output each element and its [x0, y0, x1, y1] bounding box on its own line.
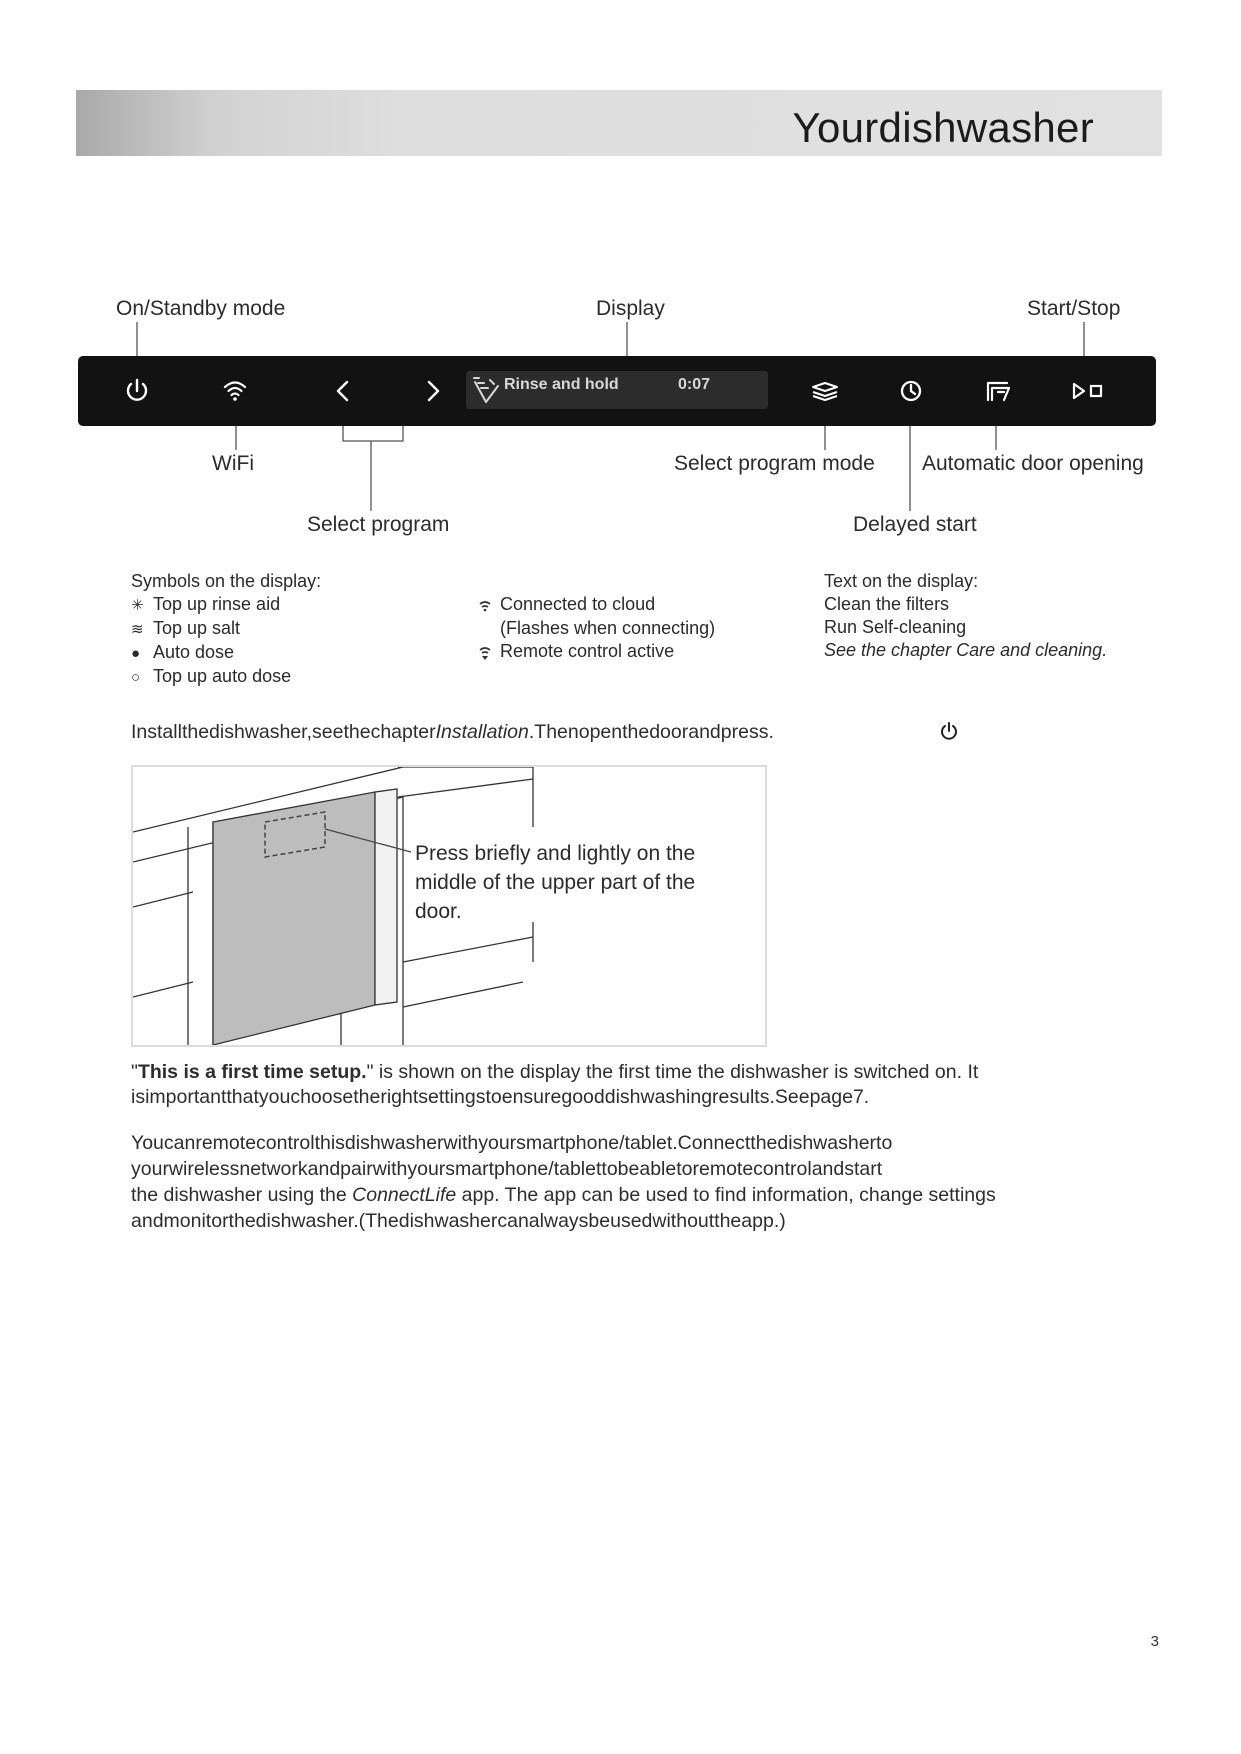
legend-item: [478, 640, 715, 664]
remote-text: the dishwasher using the: [131, 1184, 353, 1206]
quote-mark: ": [131, 1061, 138, 1083]
remote-text-line: [131, 1182, 996, 1208]
first-setup-text: " is shown on the display the first time the dishwasher is switched on. It: [366, 1061, 979, 1083]
callout-wifi: WiFi: [212, 452, 254, 475]
legend-label-rinse-aid: Top up rinse aid: [153, 594, 281, 614]
legend-text-heading: Text on the display:: [824, 571, 979, 591]
header-band: [76, 90, 1162, 156]
legend-symbols-heading: Symbols on the display:: [131, 571, 322, 591]
remote-control-icon: [478, 641, 500, 664]
display-time: 0:07: [678, 376, 711, 393]
clock-icon: [894, 374, 928, 408]
legend-item: [131, 665, 321, 689]
first-setup-line: [131, 1060, 978, 1085]
power-button[interactable]: [120, 374, 154, 408]
remote-text-line: Youcanremotecontrolthisdishwasherwithyoursmartphone/tablet.Connectthedishwasherto: [131, 1132, 893, 1154]
press-instruction-line: Press briefly and lightly on the: [415, 842, 696, 865]
wifi-button[interactable]: [218, 374, 252, 408]
callout-select-program: Select program: [307, 513, 450, 536]
start-stop-button[interactable]: [1066, 374, 1110, 408]
install-text: Installthedishwasher,seethechapter: [131, 721, 436, 743]
page-title: Yourdishwasher: [792, 104, 1094, 151]
rinse-aid-icon: ✳: [131, 597, 144, 614]
legend-item: [131, 593, 321, 617]
previous-program-button[interactable]: [326, 374, 360, 408]
program-mode-icon: [808, 374, 842, 408]
door-open-icon: [981, 374, 1015, 408]
callout-automatic-door-opening: Automatic door opening: [922, 452, 1144, 475]
delayed-start-button[interactable]: [894, 374, 928, 408]
legend-label-top-up-auto-dose: Top up auto dose: [153, 666, 292, 686]
remote-control-paragraph: [131, 1130, 996, 1234]
cloud-wifi-icon: [478, 594, 500, 617]
legend-item: [131, 641, 321, 665]
drop-outline-icon: ○: [131, 669, 141, 686]
remote-text: app. The app can be used to find information, change settings: [456, 1184, 996, 1206]
chevron-right-icon: [416, 374, 450, 408]
salt-icon: ≋: [131, 621, 144, 638]
press-instruction-line: door.: [415, 900, 462, 923]
program-mode-button[interactable]: [808, 374, 842, 408]
callout-start-stop: Start/Stop: [1027, 297, 1121, 320]
remote-text-line: yourwirelessnetworkandpairwithyoursmartphone/tablettobeabletoremotecontrolandstart: [131, 1158, 883, 1180]
press-instruction-line: middle of the upper part of the: [415, 871, 696, 894]
legend-label-salt: Top up salt: [153, 618, 241, 638]
legend-label-flashes: (Flashes when connecting): [500, 618, 716, 638]
legend-label-auto-dose: Auto dose: [153, 642, 235, 662]
door-illustration: [131, 765, 767, 1047]
install-instruction: [131, 720, 774, 745]
callout-select-program-mode: Select program mode: [674, 452, 875, 475]
first-setup-message: This is a first time setup.: [137, 1061, 367, 1083]
page-number: 3: [1150, 1633, 1159, 1650]
press-instruction: [415, 839, 695, 926]
callout-on-standby: On/Standby mode: [116, 297, 286, 320]
next-program-button[interactable]: [416, 374, 450, 408]
power-icon: [938, 720, 960, 744]
install-chapter-ref: Installation: [435, 721, 529, 743]
legend-cloud: [478, 593, 715, 664]
power-icon: [120, 374, 154, 408]
panel-display: [466, 371, 768, 409]
remote-text-line: andmonitorthedishwasher.(Thedishwashercanalwaysbeusedwithouttheapp.): [131, 1210, 786, 1232]
chevron-left-icon: [326, 374, 360, 408]
first-setup-paragraph: [131, 1060, 978, 1110]
drop-icon: ●: [131, 645, 141, 662]
auto-door-opening-button[interactable]: [981, 374, 1015, 408]
legend-text-reference: See the chapter Care and cleaning.: [824, 640, 1108, 660]
legend-text-on-display: [824, 570, 1107, 662]
app-name: ConnectLife: [352, 1184, 457, 1206]
callout-delayed-start: Delayed start: [853, 513, 977, 536]
legend-label-remote: Remote control active: [500, 641, 675, 661]
install-text-after: .Thenopenthedoorandpress.: [528, 721, 774, 743]
rinse-hold-icon: [470, 374, 504, 406]
start-stop-icon: [1066, 374, 1110, 408]
legend-symbols: [131, 570, 321, 689]
legend-item: [478, 593, 715, 617]
control-panel: [78, 356, 1156, 426]
display-program-text: Rinse and hold: [504, 376, 619, 393]
legend-text-line: Clean the filters: [824, 594, 950, 614]
callout-display: Display: [596, 297, 665, 320]
legend-text-line: Run Self-cleaning: [824, 617, 967, 637]
wifi-icon: [218, 374, 252, 408]
legend-item: [131, 617, 321, 641]
legend-label-connected: Connected to cloud: [500, 594, 656, 614]
first-setup-text: isimportantthatyouchoosetherightsettingstoensuregooddishwashingresults.Seepage7.: [131, 1086, 870, 1108]
